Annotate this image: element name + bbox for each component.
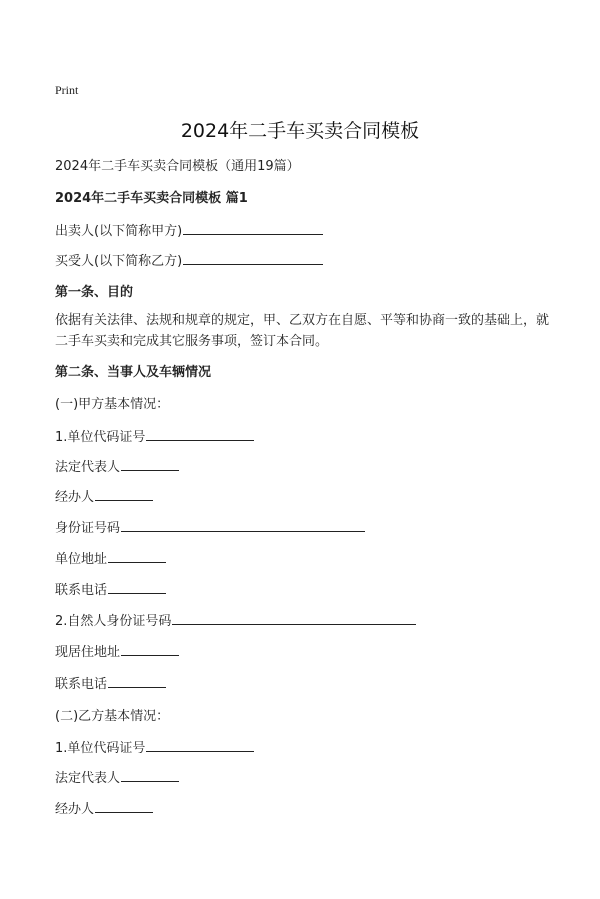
article1-heading: 第一条、目的 [55, 285, 134, 300]
party-b-unit-code-field [55, 737, 254, 756]
party-a-agent-field [55, 486, 153, 505]
party-a-unit-address-field [55, 548, 166, 567]
agent-label: 经办人 [55, 490, 95, 505]
article1-body: 依据有关法律、法规和规章的规定，甲、乙双方在自愿、平等和协商一致的基础上，就二手车买卖和完成其它服务事项，签订本合同。 [55, 313, 550, 349]
party-a-unit-code-field [55, 426, 254, 445]
party-a-person-id-field [55, 610, 416, 629]
unit-address-label: 单位地址 [55, 552, 108, 567]
section-heading: 2024年二手车买卖合同模板 篇1 [55, 191, 248, 206]
party-b-agent-field [55, 798, 153, 817]
person-id-label: 2.自然人身份证号码 [55, 614, 172, 629]
buyer-field [55, 250, 323, 269]
buyer-blank [183, 251, 323, 265]
party-a-id-number-field [55, 517, 365, 536]
residence-blank [121, 642, 179, 656]
legal-rep-blank [121, 768, 179, 782]
document-subtitle: 2024年二手车买卖合同模板（通用19篇） [55, 159, 300, 174]
unit-address-blank [108, 549, 166, 563]
unit-code-label: 1.单位代码证号 [55, 741, 146, 756]
residence-label: 现居住地址 [55, 645, 121, 660]
unit-code-label: 1.单位代码证号 [55, 430, 146, 445]
phone-label: 联系电话 [55, 583, 108, 598]
party-b-legal-rep-field [55, 767, 179, 786]
buyer-label: 买受人(以下简称乙方) [55, 254, 183, 269]
agent-label: 经办人 [55, 802, 95, 817]
party-a-phone2-field [55, 673, 166, 692]
agent-blank [95, 799, 153, 813]
id-number-label: 身份证号码 [55, 521, 121, 536]
phone2-label: 联系电话 [55, 677, 108, 692]
seller-blank [183, 221, 323, 235]
unit-code-blank [146, 427, 254, 441]
party-a-legal-rep-field [55, 456, 179, 475]
party-a-residence-field [55, 641, 179, 660]
party-a-phone-field [55, 579, 166, 598]
phone-blank [108, 580, 166, 594]
agent-blank [95, 487, 153, 501]
legal-rep-label: 法定代表人 [55, 771, 121, 786]
legal-rep-label: 法定代表人 [55, 460, 121, 475]
article2-heading: 第二条、当事人及车辆情况 [55, 365, 212, 380]
seller-label: 出卖人(以下简称甲方) [55, 224, 183, 239]
person-id-blank [172, 611, 416, 625]
document-title: 2024年二手车买卖合同模板 [180, 120, 420, 142]
phone2-blank [108, 674, 166, 688]
legal-rep-blank [121, 457, 179, 471]
unit-code-blank [146, 738, 254, 752]
party-b-heading: (二)乙方基本情况： [55, 709, 170, 724]
id-number-blank [121, 518, 365, 532]
print-link[interactable]: Print [55, 83, 79, 97]
party-a-heading: (一)甲方基本情况： [55, 397, 170, 412]
seller-field [55, 220, 323, 239]
